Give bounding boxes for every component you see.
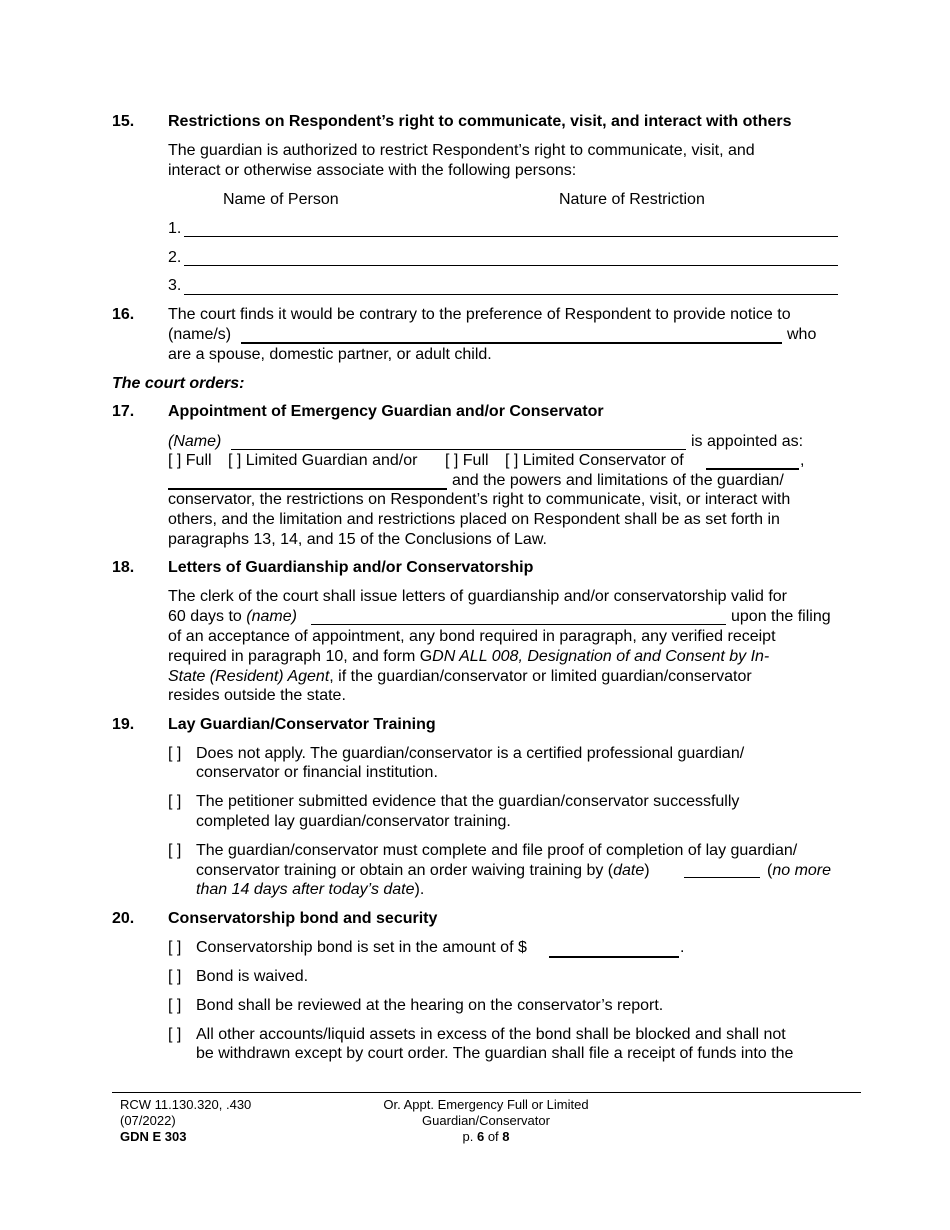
section-16-number: 16. (112, 306, 135, 323)
section-17-line5: others, and the limitation and restrictions placed on Respondent shall be as set forth in (168, 511, 780, 528)
restriction-row-3-number: 3. (168, 277, 182, 294)
section-18-number: 18. (112, 559, 135, 576)
restriction-row-2-field[interactable] (184, 247, 838, 266)
section-18-line4 (168, 647, 769, 667)
training-option3-line1: The guardian/conservator must complete and file proof of completion of lay guardian/ (196, 842, 798, 859)
section-17-line6: paragraphs 13, 14, and 15 of the Conclusions of Law. (168, 531, 547, 548)
paren-close: ) (644, 862, 650, 879)
training-option3-text: conservator training or obtain an order waiving training by ( (196, 862, 614, 879)
appointed-as-text: is appointed as: (691, 433, 804, 450)
section-18-line1: The clerk of the court shall issue letters of guardianship and/or conservatorship valid for (168, 588, 787, 605)
column-header-name: Name of Person (223, 191, 339, 208)
section-18-line3: of an acceptance of appointment, any bond required in paragraph, any verified receipt (168, 628, 776, 645)
page-of: of (487, 1129, 499, 1144)
court-orders-heading: The court orders: (112, 375, 245, 392)
footer-page-number (336, 1129, 636, 1145)
section-18-line4-text: required in paragraph 10, and form G (168, 648, 433, 665)
section-15-heading: Restrictions on Respondent’s right to communicate, visit, and interact with others (168, 113, 792, 130)
section-17-powers: and the powers and limitations of the guardian/ (452, 472, 784, 489)
section-15-number: 15. (112, 113, 135, 130)
column-header-restriction: Nature of Restriction (559, 191, 705, 208)
page-prefix: p. (462, 1129, 474, 1144)
appointee-name-label: (Name) (168, 433, 222, 450)
checkbox-limited-guardian[interactable]: [ ] Limited Guardian and/or (228, 452, 418, 469)
total-pages: 8 (502, 1129, 510, 1144)
restriction-row-2-number: 2. (168, 249, 182, 266)
training-option3-note (767, 861, 831, 881)
deadline-end: ). (414, 881, 425, 898)
footer-divider (112, 1092, 861, 1093)
conservator-of-field[interactable] (706, 451, 799, 470)
paren-open: ( (767, 862, 773, 879)
form-reference-link: DN ALL 008, Designation of and Consent by In- (432, 648, 770, 665)
section-18-line2-end: upon the filing (731, 608, 831, 625)
bond-amount-text: Conservatorship bond is set in the amount of $ (196, 939, 527, 956)
checkbox-training-not-apply[interactable]: [ ] (168, 745, 182, 762)
section-17-heading: Appointment of Emergency Guardian and/or Conservator (168, 403, 604, 420)
training-date-field[interactable] (684, 861, 760, 878)
training-option2-line2: completed lay guardian/conservator training. (196, 813, 511, 830)
section-20-heading: Conservatorship bond and security (168, 910, 438, 927)
section-15-body-line2: interact or otherwise associate with the following persons: (168, 162, 577, 179)
section-19-heading: Lay Guardian/Conservator Training (168, 716, 436, 733)
restriction-row-1-field[interactable] (184, 218, 838, 237)
bond-reviewed-text: Bond shall be reviewed at the hearing on the conservator’s report. (196, 997, 664, 1014)
conservator-of-field-continued[interactable] (168, 470, 447, 490)
section-17-number: 17. (112, 403, 135, 420)
checkbox-training-completed[interactable]: [ ] (168, 793, 182, 810)
deadline-text: than 14 days after today’s date (196, 881, 415, 898)
comma: , (800, 452, 805, 469)
letters-name-label: (name) (246, 608, 297, 625)
section-18-line5-text: , if the guardian/conservator or limited guardian/conservator (329, 668, 752, 685)
form-reference-continued: State (Resident) Agent (168, 668, 330, 685)
section-19-number: 19. (112, 716, 135, 733)
footer-form-number: GDN E 303 (120, 1129, 187, 1144)
restriction-row-3-field[interactable] (184, 275, 838, 295)
section-18-line5 (168, 667, 752, 687)
bond-waived-text: Bond is waived. (196, 968, 309, 985)
checkbox-assets-blocked[interactable]: [ ] (168, 1026, 182, 1043)
section-16-line1: The court finds it would be contrary to the preference of Respondent to provide notice to (168, 306, 791, 323)
training-option2-line1: The petitioner submitted evidence that the guardian/conservator successfully (196, 793, 740, 810)
section-16-line3: are a spouse, domestic partner, or adult child. (168, 346, 492, 363)
footer-date: (07/2022) (120, 1113, 176, 1128)
section-18-line6: resides outside the state. (168, 687, 346, 704)
checkbox-bond-amount[interactable]: [ ] (168, 939, 182, 956)
footer-rcw: RCW 11.130.320, .430 (120, 1097, 252, 1112)
date-label: date (613, 862, 645, 879)
section-16-who: who (787, 326, 817, 343)
section-18-line2 (168, 607, 297, 627)
letters-name-field[interactable] (311, 607, 726, 625)
checkbox-training-required[interactable]: [ ] (168, 842, 182, 859)
footer-title-line2: Guardian/Conservator (422, 1113, 550, 1128)
training-option3-line2 (196, 861, 650, 881)
checkbox-bond-reviewed[interactable]: [ ] (168, 997, 182, 1014)
section-16-names-label: (name/s) (168, 326, 232, 343)
checkbox-full-conservator[interactable]: [ ] Full (445, 452, 489, 469)
training-option1-line1: Does not apply. The guardian/conservator is a certified professional guardian/ (196, 745, 745, 762)
notice-names-field[interactable] (241, 325, 782, 344)
assets-blocked-line2: be withdrawn except by court order. The guardian shall file a receipt of funds into the (196, 1045, 794, 1062)
section-20-number: 20. (112, 910, 135, 927)
appointee-name-field[interactable] (231, 432, 686, 450)
training-option3-line3 (196, 880, 424, 900)
current-page: 6 (476, 1129, 485, 1144)
bond-amount-period: . (680, 939, 685, 956)
section-15-body-line1: The guardian is authorized to restrict Respondent’s right to communicate, visit, and (168, 142, 755, 159)
checkbox-bond-waived[interactable]: [ ] (168, 968, 182, 985)
checkbox-full-guardian[interactable]: [ ] Full (168, 452, 212, 469)
section-17-line4: conservator, the restrictions on Respondent’s right to communicate, visit, or interact with (168, 491, 791, 508)
section-18-line2-start: 60 days to (168, 608, 242, 625)
training-option1-line2: conservator or financial institution. (196, 764, 438, 781)
restriction-row-1-number: 1. (168, 220, 182, 237)
section-18-heading: Letters of Guardianship and/or Conservatorship (168, 559, 534, 576)
footer-title-line1: Or. Appt. Emergency Full or Limited (383, 1097, 589, 1112)
checkbox-limited-conservator[interactable]: [ ] Limited Conservator of (505, 452, 684, 469)
bond-amount-field[interactable] (549, 938, 679, 958)
no-more-text: no more (772, 862, 832, 879)
assets-blocked-line1: All other accounts/liquid assets in excess of the bond shall be blocked and shall not (196, 1026, 786, 1043)
